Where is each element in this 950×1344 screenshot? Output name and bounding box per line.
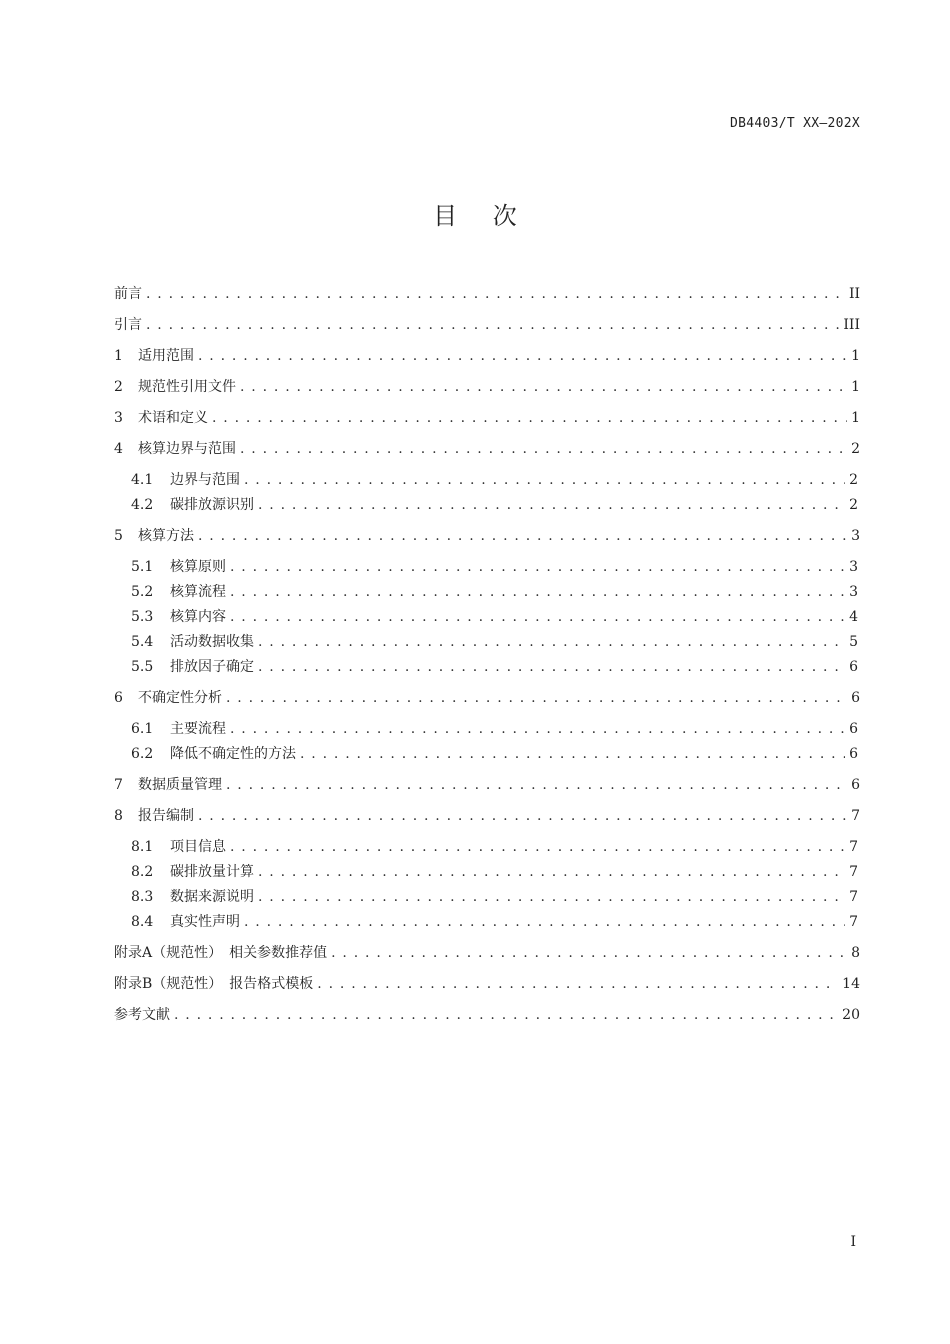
toc-entry-6-2[interactable] <box>131 743 858 765</box>
toc-entry-title: 数据来源说明 <box>170 889 254 905</box>
toc-entry-8-1[interactable] <box>131 836 858 858</box>
toc-entry-5-4[interactable] <box>131 631 858 653</box>
toc-entry-number: 2 <box>114 379 123 395</box>
toc-entry-1[interactable] <box>114 345 860 367</box>
toc-entry-title: 真实性声明 <box>170 914 240 930</box>
leader-dots <box>258 886 845 908</box>
toc-entry-title: 术语和定义 <box>138 410 208 426</box>
toc-entry-page: 8 <box>851 945 860 961</box>
leader-dots <box>331 942 847 964</box>
toc-entry-number: 6.1 <box>131 721 154 737</box>
toc-entry-6-1[interactable] <box>131 718 858 740</box>
toc-entry-number: 7 <box>114 777 123 793</box>
toc-entry-4-2[interactable] <box>131 494 858 516</box>
toc-entry-page: 7 <box>849 914 858 930</box>
toc-entry-page: 6 <box>849 721 858 737</box>
toc-entry-number: 4 <box>114 441 123 457</box>
leader-dots <box>230 556 845 578</box>
toc-entry-number: 4.2 <box>131 497 154 513</box>
leader-dots <box>258 494 845 516</box>
page-number: I <box>850 1234 856 1250</box>
toc-entry-number: 8.3 <box>131 889 154 905</box>
toc-entry-page: 1 <box>851 348 860 364</box>
leader-dots <box>258 861 845 883</box>
leader-dots <box>244 469 845 491</box>
toc-entry-page: 6 <box>851 777 860 793</box>
toc-entry-page: 7 <box>849 889 858 905</box>
toc-entry-number: 5.5 <box>131 659 154 675</box>
toc-entry-5-2[interactable] <box>131 581 858 603</box>
leader-dots <box>230 718 845 740</box>
toc-entry-page: 20 <box>842 1007 860 1023</box>
toc-entry-4-1[interactable] <box>131 469 858 491</box>
leader-dots <box>198 345 847 367</box>
toc-entry-page: 3 <box>851 528 860 544</box>
toc-entry-page: 6 <box>851 690 860 706</box>
toc-entry-number: 6.2 <box>131 746 154 762</box>
toc-entry-number: 5 <box>114 528 123 544</box>
toc-entry-title: 核算流程 <box>170 584 226 600</box>
toc-entry-title: 碳排放源识别 <box>170 497 254 513</box>
leader-dots <box>146 283 845 305</box>
toc-entry-title: 附录B（规范性） 报告格式模板 <box>114 976 314 992</box>
toc-entry-title: 核算方法 <box>138 528 194 544</box>
toc-entry-page: 2 <box>849 497 858 513</box>
leader-dots <box>317 973 838 995</box>
toc-entry-appendix-a[interactable] <box>114 942 860 964</box>
toc-entry-page: 2 <box>849 472 858 488</box>
toc-entry-8[interactable] <box>114 805 860 827</box>
toc-entry-title: 前言 <box>114 286 142 302</box>
toc-entry-5-3[interactable] <box>131 606 858 628</box>
toc-entry-number: 4.1 <box>131 472 154 488</box>
toc-entry-title: 降低不确定性的方法 <box>170 746 296 762</box>
toc-entry-5-5[interactable] <box>131 656 858 678</box>
toc-entry-title: 不确定性分析 <box>138 690 222 706</box>
toc-entry-page: 7 <box>849 839 858 855</box>
leader-dots <box>198 805 847 827</box>
toc-entry-7[interactable] <box>114 774 860 796</box>
toc-entry-title: 规范性引用文件 <box>138 379 236 395</box>
leader-dots <box>226 774 847 796</box>
toc-entry-title: 主要流程 <box>170 721 226 737</box>
toc-entry-title: 数据质量管理 <box>138 777 222 793</box>
leader-dots <box>300 743 845 765</box>
toc-entry-page: 7 <box>849 864 858 880</box>
leader-dots <box>230 581 845 603</box>
leader-dots <box>174 1004 838 1026</box>
toc-entry-5[interactable] <box>114 525 860 547</box>
leader-dots <box>230 836 845 858</box>
toc-entry-references[interactable] <box>114 1004 860 1026</box>
toc-entry-number: 5.3 <box>131 609 154 625</box>
toc-entry-number: 5.4 <box>131 634 154 650</box>
toc-entry-number: 1 <box>114 348 123 364</box>
toc-entry-title: 碳排放量计算 <box>170 864 254 880</box>
toc-entry-introduction[interactable] <box>114 314 860 336</box>
toc-entry-title: 核算边界与范围 <box>138 441 236 457</box>
toc-entry-title: 核算内容 <box>170 609 226 625</box>
toc-entry-appendix-b[interactable] <box>114 973 860 995</box>
toc-entry-number: 5.2 <box>131 584 154 600</box>
leader-dots <box>146 314 839 336</box>
toc-entry-2[interactable] <box>114 376 860 398</box>
toc-entry-title: 适用范围 <box>138 348 194 364</box>
toc-entry-8-4[interactable] <box>131 911 858 933</box>
toc-entry-8-2[interactable] <box>131 861 858 883</box>
leader-dots <box>198 525 847 547</box>
toc-entry-page: III <box>843 317 860 333</box>
leader-dots <box>230 606 845 628</box>
toc-entry-5-1[interactable] <box>131 556 858 578</box>
toc-entry-page: 3 <box>849 584 858 600</box>
toc-entry-page: 7 <box>851 808 860 824</box>
toc-entry-page: 1 <box>851 379 860 395</box>
toc-entry-3[interactable] <box>114 407 860 429</box>
toc-entry-title: 报告编制 <box>138 808 194 824</box>
toc-entry-title: 核算原则 <box>170 559 226 575</box>
toc-entry-title: 参考文献 <box>114 1007 170 1023</box>
toc-entry-6[interactable] <box>114 687 860 709</box>
leader-dots <box>258 656 845 678</box>
toc-entry-title: 引言 <box>114 317 142 333</box>
leader-dots <box>240 438 847 460</box>
toc-entry-title: 边界与范围 <box>170 472 240 488</box>
toc-title: 目 次 <box>433 202 531 230</box>
toc-entry-number: 8 <box>114 808 123 824</box>
leader-dots <box>240 376 847 398</box>
toc-entry-page: 3 <box>849 559 858 575</box>
document-code: DB4403/T XX—202X <box>729 116 860 131</box>
toc-entry-title: 项目信息 <box>170 839 226 855</box>
toc-entry-number: 6 <box>114 690 123 706</box>
toc-entry-title: 附录A（规范性） 相关参数推荐值 <box>114 945 328 961</box>
toc-entry-page: 2 <box>851 441 860 457</box>
toc-entry-page: 14 <box>842 976 860 992</box>
toc-entry-foreword[interactable] <box>114 283 860 305</box>
leader-dots <box>244 911 845 933</box>
leader-dots <box>258 631 845 653</box>
toc-entry-page: 6 <box>849 659 858 675</box>
toc-entry-page: 6 <box>849 746 858 762</box>
toc-entry-4[interactable] <box>114 438 860 460</box>
toc-entry-page: 1 <box>851 410 860 426</box>
leader-dots <box>212 407 847 429</box>
toc-entry-number: 8.4 <box>131 914 154 930</box>
toc-entry-number: 8.1 <box>131 839 154 855</box>
toc-entry-number: 5.1 <box>131 559 154 575</box>
toc-entry-title: 排放因子确定 <box>170 659 254 675</box>
toc-entry-number: 8.2 <box>131 864 154 880</box>
toc-entry-8-3[interactable] <box>131 886 858 908</box>
leader-dots <box>226 687 847 709</box>
toc-entry-number: 3 <box>114 410 123 426</box>
toc-entry-page: 4 <box>849 609 858 625</box>
toc-entry-page: 5 <box>849 634 858 650</box>
toc-entry-page: II <box>848 286 860 302</box>
toc-entry-title: 活动数据收集 <box>170 634 254 650</box>
